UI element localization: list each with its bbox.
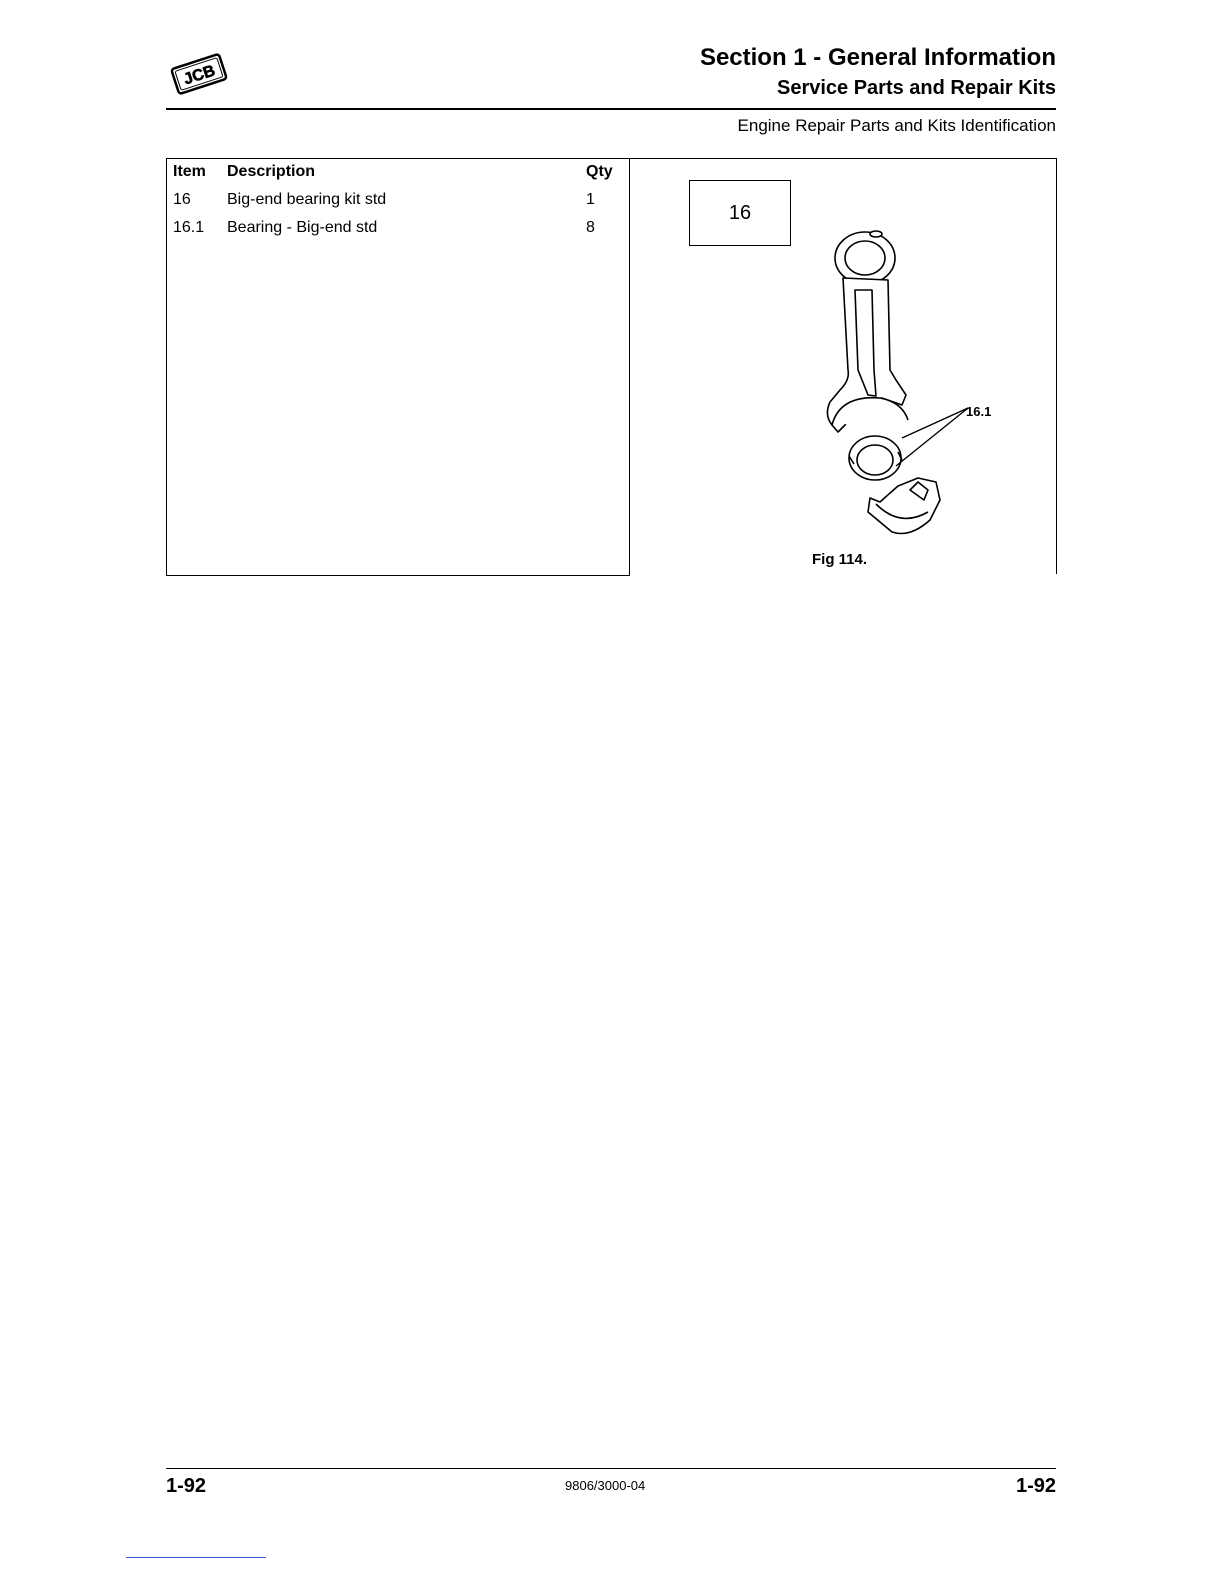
table-cell-qty: 8: [586, 219, 595, 236]
section-title: Section 1 - General Information: [699, 44, 1056, 71]
column-header-description: Description: [227, 163, 316, 180]
table-cell-item: 16.1: [173, 219, 205, 236]
page-number-left: 1-92: [166, 1475, 207, 1497]
document-number: 9806/3000-04: [565, 1478, 646, 1493]
link-underline: [126, 1557, 266, 1558]
svg-text:JCB: JCB: [181, 62, 218, 89]
jcb-logo: [166, 48, 232, 100]
table-cell-item: 16: [173, 191, 191, 208]
table-cell-description: Bearing - Big-end std: [227, 219, 378, 236]
kit-number-box: 16: [689, 180, 791, 246]
connecting-rod-illustration: [810, 220, 1010, 550]
column-header-item: Item: [173, 163, 206, 180]
callout-label: 16.1: [966, 404, 992, 419]
footer-divider: [166, 1468, 1056, 1469]
page-number-right: 1-92: [1015, 1475, 1056, 1497]
section-subtitle: Service Parts and Repair Kits: [776, 77, 1056, 99]
header-divider: [166, 108, 1056, 110]
table-cell-qty: 1: [586, 191, 595, 208]
page-subheading: Engine Repair Parts and Kits Identification: [737, 116, 1056, 135]
table-cell-description: Big-end bearing kit std: [227, 191, 387, 208]
figure-caption: Fig 114.: [812, 551, 868, 568]
column-header-qty: Qty: [586, 163, 613, 180]
parts-table: [166, 158, 630, 576]
